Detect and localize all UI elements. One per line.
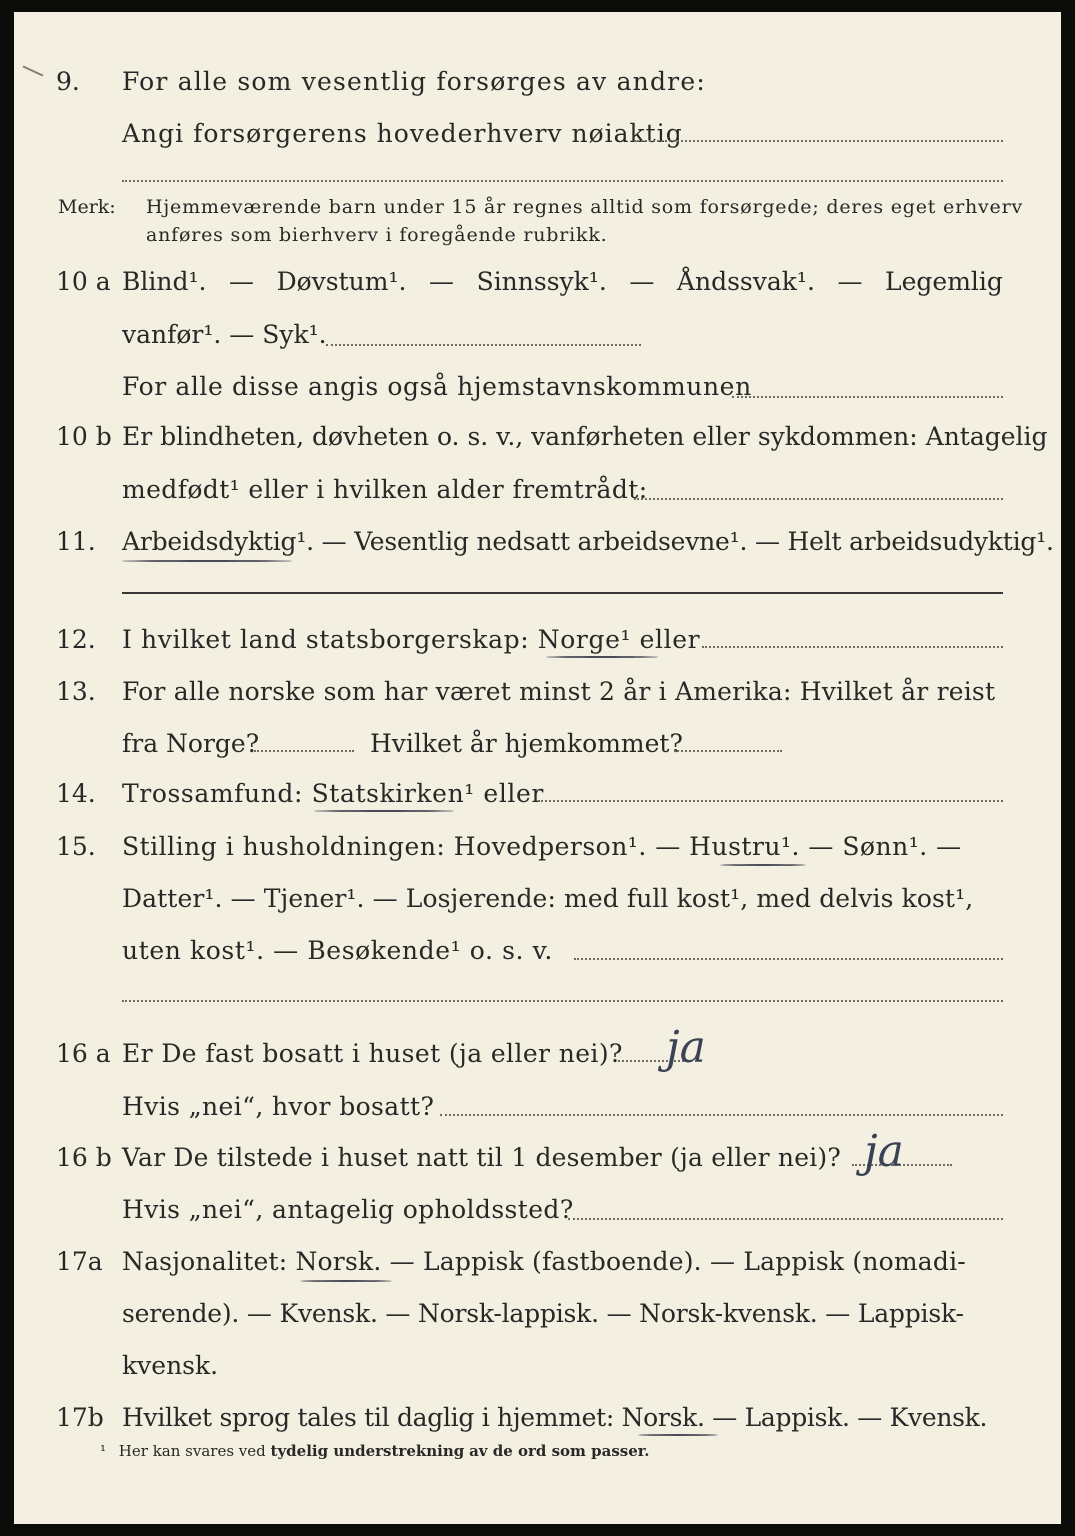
q10a-row-2 — [14, 315, 1061, 355]
q16a-handwritten-answer[interactable]: ja — [666, 1022, 706, 1073]
q12-row-1 — [14, 620, 1061, 660]
q16a-row-2 — [14, 1087, 1061, 1127]
q14-row-1 — [14, 774, 1061, 814]
q9-answer-line-2[interactable] — [122, 180, 1003, 182]
q16b-row-2 — [14, 1190, 1061, 1230]
q9-answer-line[interactable] — [634, 140, 1003, 142]
dash: — — [837, 267, 863, 296]
q13-hjemkommet-line[interactable] — [674, 750, 782, 752]
merk-line-2: anføres som bierhverv i foregående rubrikk. — [146, 224, 608, 246]
footnote-text-b: tydelig understrekning — [270, 1442, 465, 1460]
q12-line-1: I hvilket land statsborgerskap: Norge¹ eller — [122, 625, 701, 654]
q10a-line-2: vanfør¹. — Syk¹. — [122, 320, 327, 349]
q16b-handwritten-answer[interactable]: ja — [864, 1126, 904, 1177]
q17a-row-3 — [14, 1346, 1061, 1386]
q15-line-2: Datter¹. — Tjener¹. — Losjerende: med full kost¹, med delvis kost¹, — [122, 884, 974, 913]
q15-row-2 — [14, 879, 1061, 919]
q15-answer-line-2[interactable] — [122, 1000, 1003, 1002]
q17a-line-2: serende). — Kvensk. — Norsk-lappisk. — Norsk-kvensk. — Lappisk- — [122, 1299, 964, 1328]
merk-label: Merk: — [58, 196, 116, 218]
q17b-line-1: Hvilket sprog tales til daglig i hjemmet: Norsk. — Lappisk. — Kvensk. — [122, 1403, 988, 1432]
q16b-number: 16 b — [56, 1143, 112, 1172]
q15-line-1: Stilling i husholdningen: Hovedperson¹. — Hustru¹. — Sønn¹. — — [122, 832, 962, 861]
q13-line-2a: fra Norge? — [122, 729, 260, 758]
q9-row-2 — [14, 114, 1061, 154]
merk-note — [58, 192, 1023, 222]
q10a-line-3: For alle disse angis også hjemstavnskommunen — [122, 372, 752, 401]
q17a-pen-underline — [300, 1280, 392, 1282]
q10a-hjemstavn-line[interactable] — [732, 396, 1003, 398]
q16a-row-1 — [14, 1034, 1061, 1074]
q9-line-1: For alle som vesentlig forsørges av andre: — [122, 67, 706, 96]
q15-pen-underline — [720, 864, 806, 866]
q13-number: 13. — [56, 677, 96, 706]
q10a-number: 10 a — [56, 267, 111, 296]
q10b-number: 10 b — [56, 422, 112, 451]
q15-row-1 — [14, 827, 1061, 867]
q17b-row-1 — [14, 1398, 1061, 1438]
q10b-row-1 — [14, 417, 1061, 457]
q11-pen-underline — [122, 560, 292, 562]
q17a-row-1 — [14, 1242, 1061, 1282]
q10b-line-1: Er blindheten, døvheten o. s. v., vanførheten eller sykdommen: Antagelig — [122, 422, 1048, 451]
q17a-row-2 — [14, 1294, 1061, 1334]
q16b-opholdssted-line[interactable] — [568, 1218, 1003, 1220]
option-legemlig[interactable]: Legemlig — [885, 267, 1003, 296]
q11-rule — [122, 592, 1003, 594]
q9-row-1 — [14, 62, 1061, 102]
q14-pen-underline — [314, 810, 454, 812]
dash: — — [429, 267, 454, 296]
q16a-line-1: Er De fast bosatt i huset (ja eller nei)? — [122, 1039, 623, 1068]
q10a-line-1 — [122, 262, 1003, 302]
footnote-text-a: Her kan svares ved — [118, 1442, 266, 1460]
q11-number: 11. — [56, 527, 96, 556]
q17b-number: 17b — [56, 1403, 104, 1432]
q12-pen-underline — [546, 656, 658, 658]
q14-answer-line[interactable] — [538, 800, 1003, 802]
q15-row-3 — [14, 931, 1061, 971]
q11-row-1 — [14, 522, 1061, 562]
option-dovstum[interactable]: Døvstum¹. — [276, 267, 407, 296]
footnote-mark: ¹ — [100, 1442, 107, 1460]
q17b-pen-underline — [638, 1434, 718, 1436]
dash: — — [229, 267, 254, 296]
q13-line-2b: Hvilket år hjemkommet? — [370, 729, 683, 758]
footnote — [100, 1442, 650, 1460]
q10b-answer-line[interactable] — [634, 498, 1003, 500]
footnote-text-c: av de ord som passer. — [469, 1442, 650, 1460]
q12-answer-line[interactable] — [702, 646, 1003, 648]
q17a-line-3: kvensk. — [122, 1351, 219, 1380]
q16a-line-2: Hvis „nei“, hvor bosatt? — [122, 1092, 435, 1121]
q14-number: 14. — [56, 779, 96, 808]
q16b-line-1: Var De tilstede i huset natt til 1 desember (ja eller nei)? — [122, 1143, 841, 1172]
q9-line-2: Angi forsørgerens hovederhverv nøiaktig — [122, 119, 683, 148]
q15-answer-line[interactable] — [574, 958, 1003, 960]
q17a-line-1: Nasjonalitet: Norsk. — Lappisk (fastboende). — Lappisk (nomadi- — [122, 1247, 966, 1276]
q14-line-1: Trossamfund: Statskirken¹ eller — [122, 779, 544, 808]
q10b-line-2: medfødt¹ eller i hvilken alder fremtrådt: — [122, 475, 648, 504]
q13-reist-line[interactable] — [254, 750, 354, 752]
q9-number: 9. — [56, 67, 80, 96]
q10a-answer-line[interactable] — [326, 344, 641, 346]
dash: — — [629, 267, 655, 296]
q10a-row-1 — [14, 262, 1061, 302]
option-sinnssyk[interactable]: Sinnssyk¹. — [476, 267, 607, 296]
q11-line-1: Arbeidsdyktig¹. — Vesentlig nedsatt arbeidsevne¹. — Helt arbeidsudyktig¹. — [122, 527, 1054, 556]
q16b-line-2: Hvis „nei“, antagelig opholdssted? — [122, 1195, 574, 1224]
census-form-page — [14, 12, 1061, 1524]
q16a-bosatt-line[interactable] — [440, 1114, 1003, 1116]
q13-line-1: For alle norske som har været minst 2 år i Amerika: Hvilket år reist — [122, 677, 996, 706]
option-andssvak[interactable]: Åndssvak¹. — [676, 267, 815, 296]
q15-number: 15. — [56, 832, 96, 861]
q13-row-2 — [14, 724, 1061, 764]
q12-number: 12. — [56, 625, 96, 654]
merk-line-1: Hjemmeværende barn under 15 år regnes alltid som forsørgede; deres eget erhverv — [146, 196, 1023, 218]
option-blind[interactable]: Blind¹. — [122, 267, 207, 296]
q16a-number: 16 a — [56, 1039, 111, 1068]
q10a-row-3 — [14, 367, 1061, 407]
q15-line-3: uten kost¹. — Besøkende¹ o. s. v. — [122, 936, 553, 965]
q17a-number: 17a — [56, 1247, 103, 1276]
q13-row-1 — [14, 672, 1061, 712]
q10b-row-2 — [14, 470, 1061, 510]
